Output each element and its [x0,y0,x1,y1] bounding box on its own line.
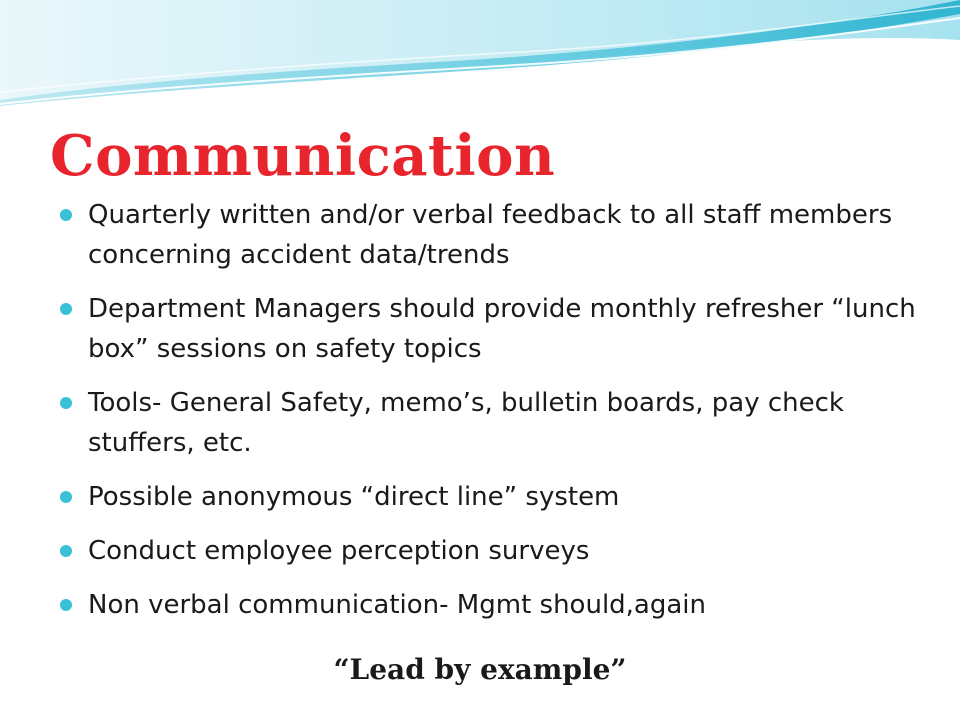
bullet-text: Conduct employee perception surveys [88,536,590,566]
list-item [60,531,940,571]
round-bullet-icon [60,545,72,557]
round-bullet-icon [60,209,72,221]
round-bullet-icon [60,397,72,409]
bullet-text: Non verbal communication- Mgmt should,again [88,590,707,620]
list-item [60,289,940,369]
round-bullet-icon [60,303,72,315]
round-bullet-icon [60,599,72,611]
round-bullet-icon [60,491,72,503]
list-item [60,383,940,463]
bullet-text: Department Managers should provide monthly refresher “lunch box” sessions on safety topics [88,294,916,364]
slide-title: Communication [50,123,556,189]
header-wave-decoration [0,0,960,110]
bullet-text: Possible anonymous “direct line” system [88,482,620,512]
closing-quote: “Lead by example” [333,653,627,686]
list-item [60,477,940,517]
bullet-list [60,195,940,639]
bullet-text: Quarterly written and/or verbal feedback to all staff members concerning accident data/trends [88,200,893,270]
list-item [60,195,940,275]
bullet-text: Tools- General Safety, memo’s, bulletin boards, pay check stuffers, etc. [88,388,844,458]
list-item [60,585,940,625]
